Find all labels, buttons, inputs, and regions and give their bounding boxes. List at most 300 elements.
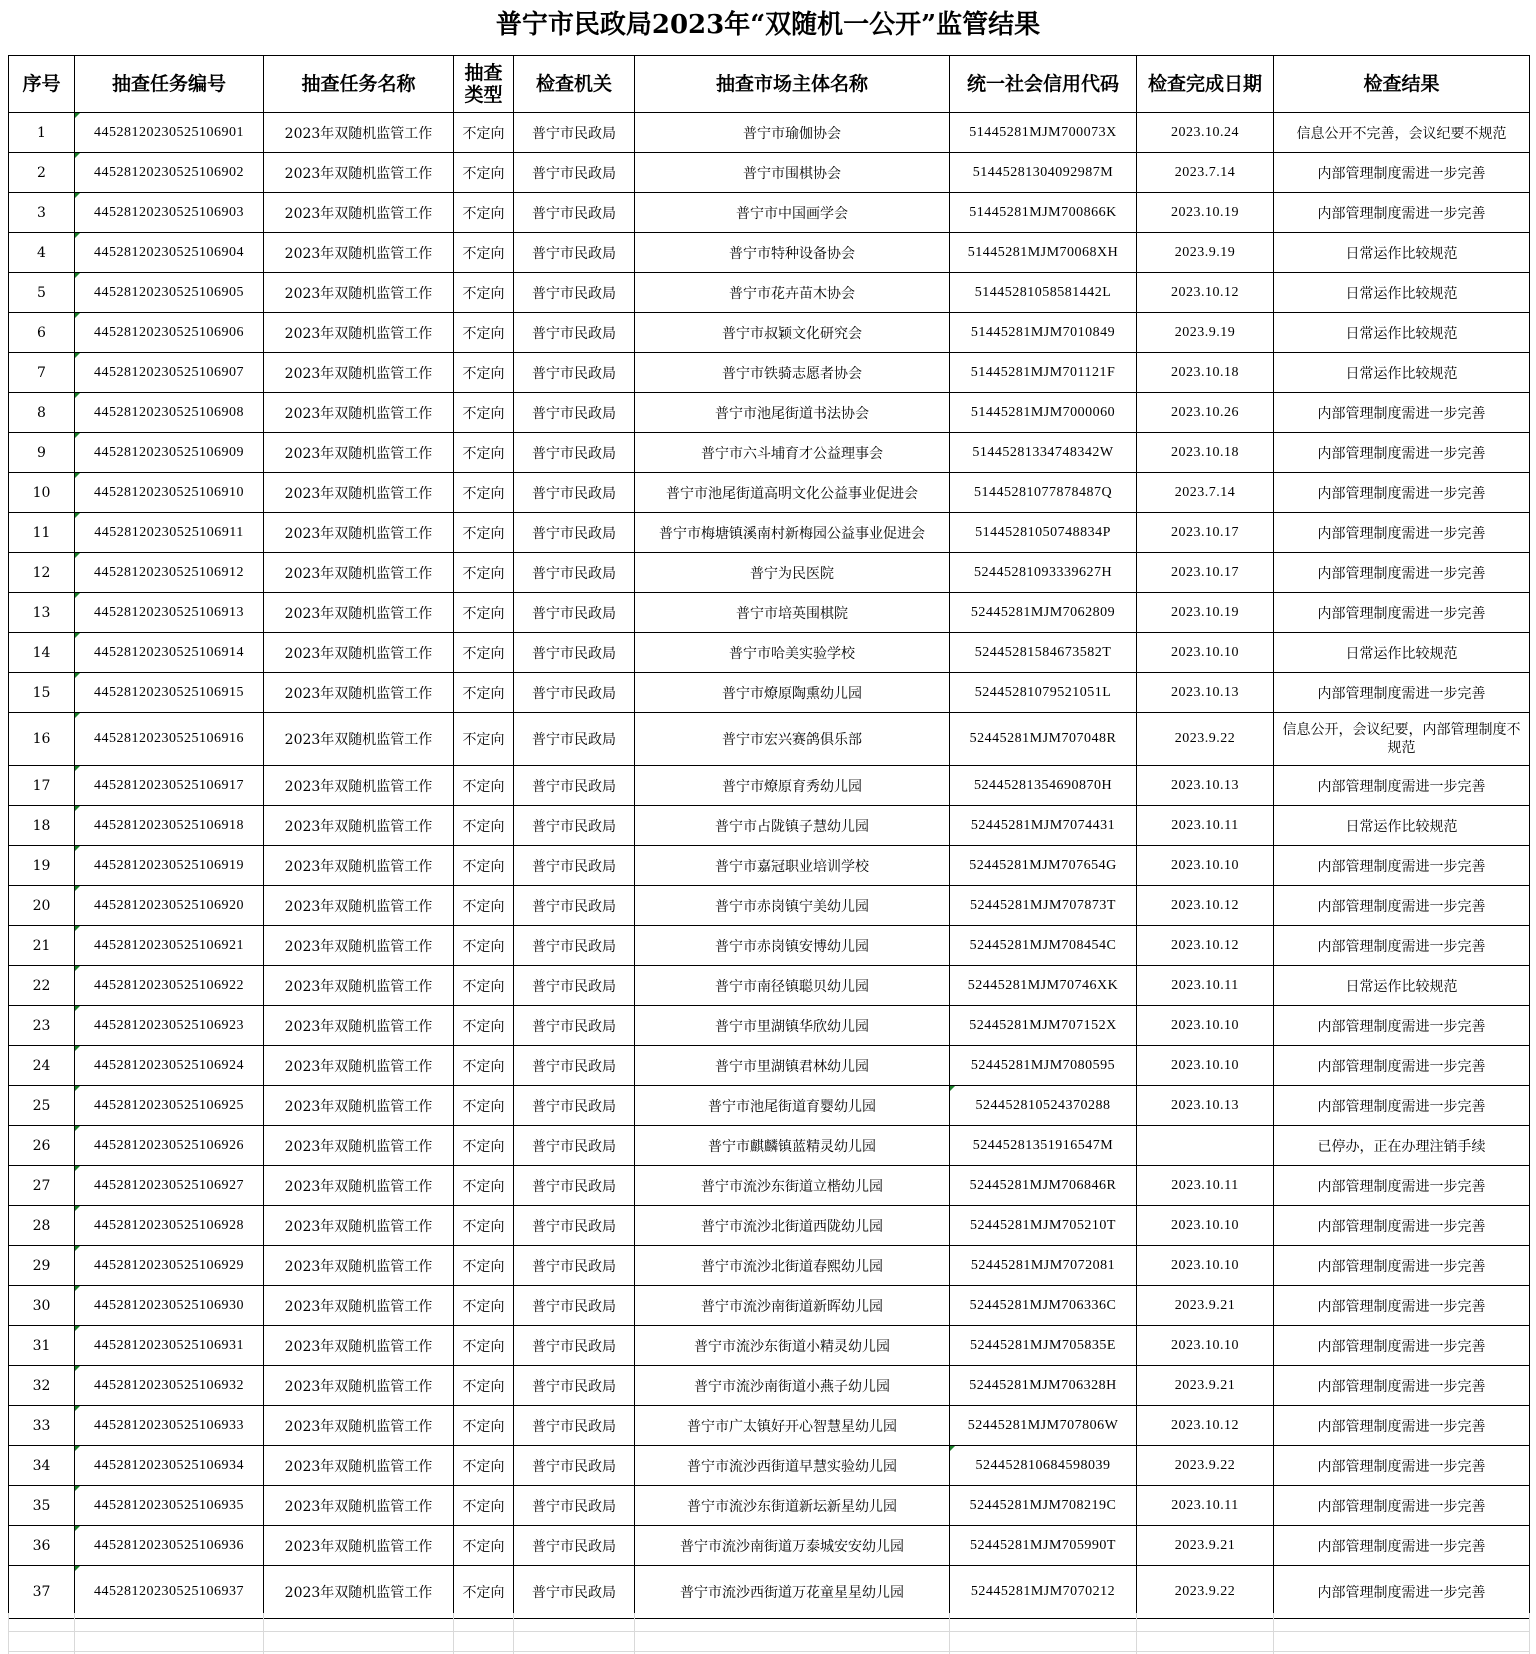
cell-no: 18	[9, 806, 75, 846]
cell-entity: 普宁市池尾街道高明文化公益事业促进会	[635, 473, 950, 513]
cell-credit-code: 52445281MJM708219C	[950, 1486, 1137, 1526]
cell-entity: 普宁市燎原育秀幼儿园	[635, 766, 950, 806]
table-row	[9, 113, 1530, 153]
cell-task-name: 2023年双随机监管工作	[264, 593, 454, 633]
cell-task-name: 2023年双随机监管工作	[264, 633, 454, 673]
cell-date: 2023.10.11	[1137, 1166, 1274, 1206]
cell-credit-code: 52445281MJM706846R	[950, 1166, 1137, 1206]
cell-type: 不定向	[454, 1206, 514, 1246]
cell-date	[1137, 1126, 1274, 1166]
cell-task-name: 2023年双随机监管工作	[264, 1486, 454, 1526]
cell-entity: 普宁市池尾街道书法协会	[635, 393, 950, 433]
cell-no: 15	[9, 673, 75, 713]
cell-entity: 普宁市赤岗镇宁美幼儿园	[635, 886, 950, 926]
cell-date: 2023.10.13	[1137, 1086, 1274, 1126]
cell-entity: 普宁市燎原陶熏幼儿园	[635, 673, 950, 713]
cell-date: 2023.10.11	[1137, 1486, 1274, 1526]
cell-organ: 普宁市民政局	[514, 513, 635, 553]
cell-entity: 普宁市花卉苗木协会	[635, 273, 950, 313]
table-row	[9, 1566, 1530, 1619]
table-row	[9, 1486, 1530, 1526]
cell-task-id: 44528120230525106906	[75, 313, 264, 353]
cell-result: 内部管理制度需进一步完善	[1274, 1366, 1530, 1406]
cell-credit-code: 52445281093339627H	[950, 553, 1137, 593]
cell-entity: 普宁市瑜伽协会	[635, 113, 950, 153]
cell-result: 内部管理制度需进一步完善	[1274, 513, 1530, 553]
grid-line	[74, 1613, 75, 1654]
cell-task-name: 2023年双随机监管工作	[264, 766, 454, 806]
cell-task-name: 2023年双随机监管工作	[264, 273, 454, 313]
cell-organ: 普宁市民政局	[514, 273, 635, 313]
cell-task-name: 2023年双随机监管工作	[264, 1086, 454, 1126]
cell-type: 不定向	[454, 673, 514, 713]
cell-date: 2023.10.10	[1137, 1326, 1274, 1366]
cell-no: 33	[9, 1406, 75, 1446]
cell-type: 不定向	[454, 1366, 514, 1406]
cell-entity: 普宁市流沙东街道立楷幼儿园	[635, 1166, 950, 1206]
table-row	[9, 393, 1530, 433]
cell-date: 2023.9.22	[1137, 1566, 1274, 1619]
cell-no: 28	[9, 1206, 75, 1246]
cell-task-name: 2023年双随机监管工作	[264, 1246, 454, 1286]
cell-task-id: 44528120230525106925	[75, 1086, 264, 1126]
cell-credit-code: 51445281MJM700866K	[950, 193, 1137, 233]
cell-entity: 普宁市麒麟镇蓝精灵幼儿园	[635, 1126, 950, 1166]
table-row	[9, 1206, 1530, 1246]
cell-result: 内部管理制度需进一步完善	[1274, 153, 1530, 193]
cell-result: 日常运作比较规范	[1274, 633, 1530, 673]
cell-organ: 普宁市民政局	[514, 313, 635, 353]
cell-date: 2023.10.12	[1137, 1406, 1274, 1446]
cell-no: 4	[9, 233, 75, 273]
cell-date: 2023.10.12	[1137, 886, 1274, 926]
cell-entity: 普宁市占陇镇子慧幼儿园	[635, 806, 950, 846]
cell-date: 2023.10.19	[1137, 593, 1274, 633]
cell-result: 内部管理制度需进一步完善	[1274, 886, 1530, 926]
cell-result: 内部管理制度需进一步完善	[1274, 1526, 1530, 1566]
cell-result: 日常运作比较规范	[1274, 966, 1530, 1006]
cell-type: 不定向	[454, 473, 514, 513]
cell-task-name: 2023年双随机监管工作	[264, 153, 454, 193]
cell-organ: 普宁市民政局	[514, 1446, 635, 1486]
cell-no: 21	[9, 926, 75, 966]
cell-result: 内部管理制度需进一步完善	[1274, 593, 1530, 633]
cell-organ: 普宁市民政局	[514, 593, 635, 633]
cell-task-id: 44528120230525106917	[75, 766, 264, 806]
cell-organ: 普宁市民政局	[514, 1246, 635, 1286]
cell-credit-code: 52445281MJM70746XK	[950, 966, 1137, 1006]
cell-entity: 普宁市哈美实验学校	[635, 633, 950, 673]
cell-type: 不定向	[454, 713, 514, 766]
cell-task-id: 44528120230525106937	[75, 1566, 264, 1619]
grid-line	[1136, 1613, 1137, 1654]
cell-credit-code: 52445281MJM7080595	[950, 1046, 1137, 1086]
cell-result: 日常运作比较规范	[1274, 313, 1530, 353]
cell-organ: 普宁市民政局	[514, 806, 635, 846]
cell-entity: 普宁市流沙南街道小燕子幼儿园	[635, 1366, 950, 1406]
cell-task-id: 44528120230525106913	[75, 593, 264, 633]
cell-result: 内部管理制度需进一步完善	[1274, 1046, 1530, 1086]
cell-entity: 普宁市培英围棋院	[635, 593, 950, 633]
cell-entity: 普宁市特种设备协会	[635, 233, 950, 273]
cell-type: 不定向	[454, 553, 514, 593]
cell-organ: 普宁市民政局	[514, 1566, 635, 1619]
cell-credit-code: 52445281MJM7070212	[950, 1566, 1137, 1619]
cell-date: 2023.10.13	[1137, 673, 1274, 713]
table-row	[9, 926, 1530, 966]
cell-task-id: 44528120230525106919	[75, 846, 264, 886]
table-row	[9, 1286, 1530, 1326]
cell-type: 不定向	[454, 353, 514, 393]
cell-credit-code: 52445281MJM706328H	[950, 1366, 1137, 1406]
cell-organ: 普宁市民政局	[514, 1406, 635, 1446]
cell-organ: 普宁市民政局	[514, 766, 635, 806]
cell-organ: 普宁市民政局	[514, 1206, 635, 1246]
cell-entity: 普宁市南径镇聪贝幼儿园	[635, 966, 950, 1006]
cell-task-id: 44528120230525106932	[75, 1366, 264, 1406]
header-task-name: 抽查任务名称	[264, 56, 454, 113]
cell-type: 不定向	[454, 113, 514, 153]
cell-result: 内部管理制度需进一步完善	[1274, 1486, 1530, 1526]
cell-task-name: 2023年双随机监管工作	[264, 886, 454, 926]
cell-result: 内部管理制度需进一步完善	[1274, 1286, 1530, 1326]
cell-type: 不定向	[454, 313, 514, 353]
header-result: 检查结果	[1274, 56, 1530, 113]
cell-result: 日常运作比较规范	[1274, 353, 1530, 393]
cell-task-id: 44528120230525106912	[75, 553, 264, 593]
cell-no: 19	[9, 846, 75, 886]
cell-credit-code: 51445281050748834P	[950, 513, 1137, 553]
empty-grid-area	[8, 1613, 1529, 1654]
cell-organ: 普宁市民政局	[514, 1326, 635, 1366]
cell-date: 2023.10.17	[1137, 513, 1274, 553]
cell-type: 不定向	[454, 433, 514, 473]
cell-task-id: 44528120230525106911	[75, 513, 264, 553]
cell-entity: 普宁市嘉冠职业培训学校	[635, 846, 950, 886]
cell-credit-code: 51445281MJM701121F	[950, 353, 1137, 393]
cell-no: 17	[9, 766, 75, 806]
cell-organ: 普宁市民政局	[514, 153, 635, 193]
cell-result: 信息公开，会议纪要，内部管理制度不规范	[1274, 713, 1530, 766]
table-row	[9, 1006, 1530, 1046]
cell-task-name: 2023年双随机监管工作	[264, 1326, 454, 1366]
cell-entity: 普宁市赤岗镇安博幼儿园	[635, 926, 950, 966]
grid-line	[1273, 1613, 1274, 1654]
cell-no: 32	[9, 1366, 75, 1406]
cell-date: 2023.10.11	[1137, 806, 1274, 846]
grid-line	[949, 1613, 950, 1654]
cell-entity: 普宁市流沙东街道新坛新星幼儿园	[635, 1486, 950, 1526]
cell-organ: 普宁市民政局	[514, 233, 635, 273]
cell-type: 不定向	[454, 886, 514, 926]
table-row	[9, 766, 1530, 806]
cell-type: 不定向	[454, 233, 514, 273]
cell-result: 内部管理制度需进一步完善	[1274, 1326, 1530, 1366]
grid-line	[8, 1613, 9, 1654]
cell-date: 2023.10.10	[1137, 1246, 1274, 1286]
cell-date: 2023.9.21	[1137, 1526, 1274, 1566]
cell-organ: 普宁市民政局	[514, 433, 635, 473]
grid-line	[263, 1613, 264, 1654]
header-row	[9, 56, 1530, 113]
cell-organ: 普宁市民政局	[514, 1286, 635, 1326]
table-row	[9, 473, 1530, 513]
cell-task-id: 44528120230525106927	[75, 1166, 264, 1206]
table-row	[9, 1446, 1530, 1486]
cell-task-id: 44528120230525106907	[75, 353, 264, 393]
cell-date: 2023.10.12	[1137, 926, 1274, 966]
cell-type: 不定向	[454, 1566, 514, 1619]
header-entity: 抽查市场主体名称	[635, 56, 950, 113]
cell-task-id: 44528120230525106916	[75, 713, 264, 766]
table-row	[9, 353, 1530, 393]
table-row	[9, 713, 1530, 766]
cell-no: 27	[9, 1166, 75, 1206]
cell-result: 内部管理制度需进一步完善	[1274, 926, 1530, 966]
table-row	[9, 1126, 1530, 1166]
cell-date: 2023.9.22	[1137, 1446, 1274, 1486]
cell-task-id: 44528120230525106905	[75, 273, 264, 313]
header-task-id: 抽查任务编号	[75, 56, 264, 113]
cell-result: 内部管理制度需进一步完善	[1274, 433, 1530, 473]
header-no: 序号	[9, 56, 75, 113]
cell-entity: 普宁市里湖镇华欣幼儿园	[635, 1006, 950, 1046]
cell-date: 2023.10.24	[1137, 113, 1274, 153]
cell-credit-code: 51445281334748342W	[950, 433, 1137, 473]
cell-result: 内部管理制度需进一步完善	[1274, 1006, 1530, 1046]
cell-entity: 普宁市流沙北街道春熙幼儿园	[635, 1246, 950, 1286]
cell-entity: 普宁市流沙北街道西陇幼儿园	[635, 1206, 950, 1246]
cell-task-id: 44528120230525106904	[75, 233, 264, 273]
cell-task-name: 2023年双随机监管工作	[264, 806, 454, 846]
cell-type: 不定向	[454, 513, 514, 553]
cell-credit-code: 51445281MJM700073X	[950, 113, 1137, 153]
cell-entity: 普宁市流沙南街道新晖幼儿园	[635, 1286, 950, 1326]
cell-task-id: 44528120230525106908	[75, 393, 264, 433]
grid-line	[453, 1613, 454, 1654]
cell-task-name: 2023年双随机监管工作	[264, 1006, 454, 1046]
cell-date: 2023.7.14	[1137, 473, 1274, 513]
cell-date: 2023.10.10	[1137, 1206, 1274, 1246]
cell-result: 内部管理制度需进一步完善	[1274, 1566, 1530, 1619]
cell-task-id: 44528120230525106901	[75, 113, 264, 153]
cell-task-id: 44528120230525106936	[75, 1526, 264, 1566]
cell-task-id: 44528120230525106935	[75, 1486, 264, 1526]
cell-no: 5	[9, 273, 75, 313]
grid-line	[1529, 1613, 1530, 1654]
cell-task-name: 2023年双随机监管工作	[264, 1566, 454, 1619]
cell-type: 不定向	[454, 1486, 514, 1526]
cell-task-name: 2023年双随机监管工作	[264, 433, 454, 473]
cell-entity: 普宁市梅塘镇溪南村新梅园公益事业促进会	[635, 513, 950, 553]
results-table	[8, 55, 1530, 1619]
cell-date: 2023.10.12	[1137, 273, 1274, 313]
cell-organ: 普宁市民政局	[514, 1366, 635, 1406]
cell-no: 14	[9, 633, 75, 673]
cell-credit-code: 52445281351916547M	[950, 1126, 1137, 1166]
cell-result: 内部管理制度需进一步完善	[1274, 193, 1530, 233]
cell-credit-code: 52445281MJM705210T	[950, 1206, 1137, 1246]
cell-entity: 普宁市中国画学会	[635, 193, 950, 233]
cell-credit-code: 52445281MJM708454C	[950, 926, 1137, 966]
cell-date: 2023.10.13	[1137, 766, 1274, 806]
table-row	[9, 673, 1530, 713]
cell-no: 23	[9, 1006, 75, 1046]
cell-date: 2023.10.18	[1137, 433, 1274, 473]
cell-result: 日常运作比较规范	[1274, 806, 1530, 846]
cell-task-name: 2023年双随机监管工作	[264, 1166, 454, 1206]
table-row	[9, 846, 1530, 886]
cell-credit-code: 52445281MJM7072081	[950, 1246, 1137, 1286]
cell-type: 不定向	[454, 393, 514, 433]
cell-date: 2023.10.26	[1137, 393, 1274, 433]
table-row	[9, 593, 1530, 633]
table-row	[9, 886, 1530, 926]
grid-line	[634, 1613, 635, 1654]
cell-credit-code: 52445281MJM706336C	[950, 1286, 1137, 1326]
cell-no: 34	[9, 1446, 75, 1486]
header-type: 抽查类型	[454, 56, 514, 113]
cell-task-name: 2023年双随机监管工作	[264, 393, 454, 433]
table-row	[9, 633, 1530, 673]
cell-credit-code: 52445281MJM7074431	[950, 806, 1137, 846]
cell-date: 2023.10.19	[1137, 193, 1274, 233]
cell-result: 内部管理制度需进一步完善	[1274, 673, 1530, 713]
cell-type: 不定向	[454, 1526, 514, 1566]
cell-task-name: 2023年双随机监管工作	[264, 513, 454, 553]
cell-no: 12	[9, 553, 75, 593]
cell-type: 不定向	[454, 1446, 514, 1486]
cell-no: 25	[9, 1086, 75, 1126]
cell-no: 9	[9, 433, 75, 473]
cell-credit-code: 51445281MJM7000060	[950, 393, 1137, 433]
cell-no: 35	[9, 1486, 75, 1526]
cell-task-name: 2023年双随机监管工作	[264, 553, 454, 593]
table-row	[9, 1326, 1530, 1366]
cell-no: 11	[9, 513, 75, 553]
cell-task-name: 2023年双随机监管工作	[264, 113, 454, 153]
table-row	[9, 966, 1530, 1006]
cell-task-id: 44528120230525106921	[75, 926, 264, 966]
cell-date: 2023.10.17	[1137, 553, 1274, 593]
cell-date: 2023.9.21	[1137, 1366, 1274, 1406]
header-organ: 检查机关	[514, 56, 635, 113]
cell-task-name: 2023年双随机监管工作	[264, 1446, 454, 1486]
table-row	[9, 273, 1530, 313]
cell-task-name: 2023年双随机监管工作	[264, 1366, 454, 1406]
cell-no: 8	[9, 393, 75, 433]
cell-no: 3	[9, 193, 75, 233]
table-row	[9, 313, 1530, 353]
cell-credit-code: 51445281MJM70068XH	[950, 233, 1137, 273]
cell-no: 31	[9, 1326, 75, 1366]
cell-organ: 普宁市民政局	[514, 473, 635, 513]
cell-organ: 普宁市民政局	[514, 846, 635, 886]
cell-entity: 普宁市广太镇好开心智慧星幼儿园	[635, 1406, 950, 1446]
cell-credit-code: 524452810684598039	[950, 1446, 1137, 1486]
table-row	[9, 1526, 1530, 1566]
cell-result: 日常运作比较规范	[1274, 273, 1530, 313]
cell-result: 内部管理制度需进一步完善	[1274, 1166, 1530, 1206]
cell-task-id: 44528120230525106910	[75, 473, 264, 513]
cell-type: 不定向	[454, 153, 514, 193]
cell-no: 20	[9, 886, 75, 926]
cell-entity: 普宁市里湖镇君林幼儿园	[635, 1046, 950, 1086]
cell-credit-code: 52445281MJM707048R	[950, 713, 1137, 766]
cell-date: 2023.9.19	[1137, 233, 1274, 273]
cell-task-name: 2023年双随机监管工作	[264, 1126, 454, 1166]
cell-date: 2023.9.22	[1137, 713, 1274, 766]
cell-entity: 普宁为民医院	[635, 553, 950, 593]
cell-result: 内部管理制度需进一步完善	[1274, 1086, 1530, 1126]
cell-credit-code: 52445281MJM707873T	[950, 886, 1137, 926]
cell-date: 2023.9.19	[1137, 313, 1274, 353]
cell-task-name: 2023年双随机监管工作	[264, 846, 454, 886]
cell-task-name: 2023年双随机监管工作	[264, 966, 454, 1006]
cell-credit-code: 524452810524370288	[950, 1086, 1137, 1126]
cell-credit-code: 51445281077878487Q	[950, 473, 1137, 513]
cell-type: 不定向	[454, 966, 514, 1006]
cell-date: 2023.10.10	[1137, 1006, 1274, 1046]
table-body	[9, 113, 1530, 1619]
cell-task-id: 44528120230525106918	[75, 806, 264, 846]
cell-type: 不定向	[454, 806, 514, 846]
cell-no: 22	[9, 966, 75, 1006]
cell-result: 内部管理制度需进一步完善	[1274, 766, 1530, 806]
cell-result: 内部管理制度需进一步完善	[1274, 393, 1530, 433]
table-row	[9, 1366, 1530, 1406]
cell-no: 6	[9, 313, 75, 353]
table-row	[9, 1406, 1530, 1446]
cell-result: 日常运作比较规范	[1274, 233, 1530, 273]
cell-entity: 普宁市铁骑志愿者协会	[635, 353, 950, 393]
cell-result: 内部管理制度需进一步完善	[1274, 1246, 1530, 1286]
cell-organ: 普宁市民政局	[514, 113, 635, 153]
cell-organ: 普宁市民政局	[514, 553, 635, 593]
cell-task-id: 44528120230525106914	[75, 633, 264, 673]
cell-task-name: 2023年双随机监管工作	[264, 353, 454, 393]
header-date: 检查完成日期	[1137, 56, 1274, 113]
cell-date: 2023.10.10	[1137, 846, 1274, 886]
cell-credit-code: 51445281MJM7010849	[950, 313, 1137, 353]
cell-task-id: 44528120230525106926	[75, 1126, 264, 1166]
cell-organ: 普宁市民政局	[514, 886, 635, 926]
cell-type: 不定向	[454, 1326, 514, 1366]
cell-result: 已停办，正在办理注销手续	[1274, 1126, 1530, 1166]
cell-credit-code: 51445281304092987M	[950, 153, 1137, 193]
cell-no: 2	[9, 153, 75, 193]
cell-task-id: 44528120230525106903	[75, 193, 264, 233]
cell-date: 2023.10.10	[1137, 1046, 1274, 1086]
cell-entity: 普宁市六斗埔育才公益理事会	[635, 433, 950, 473]
cell-date: 2023.10.11	[1137, 966, 1274, 1006]
cell-organ: 普宁市民政局	[514, 1526, 635, 1566]
cell-organ: 普宁市民政局	[514, 1486, 635, 1526]
cell-type: 不定向	[454, 193, 514, 233]
cell-task-id: 44528120230525106909	[75, 433, 264, 473]
cell-credit-code: 52445281MJM705835E	[950, 1326, 1137, 1366]
cell-credit-code: 52445281584673582T	[950, 633, 1137, 673]
table-row	[9, 433, 1530, 473]
cell-task-name: 2023年双随机监管工作	[264, 1286, 454, 1326]
cell-no: 24	[9, 1046, 75, 1086]
cell-entity: 普宁市池尾街道育婴幼儿园	[635, 1086, 950, 1126]
cell-type: 不定向	[454, 1086, 514, 1126]
cell-result: 内部管理制度需进一步完善	[1274, 553, 1530, 593]
cell-date: 2023.9.21	[1137, 1286, 1274, 1326]
cell-date: 2023.10.18	[1137, 353, 1274, 393]
cell-task-name: 2023年双随机监管工作	[264, 193, 454, 233]
